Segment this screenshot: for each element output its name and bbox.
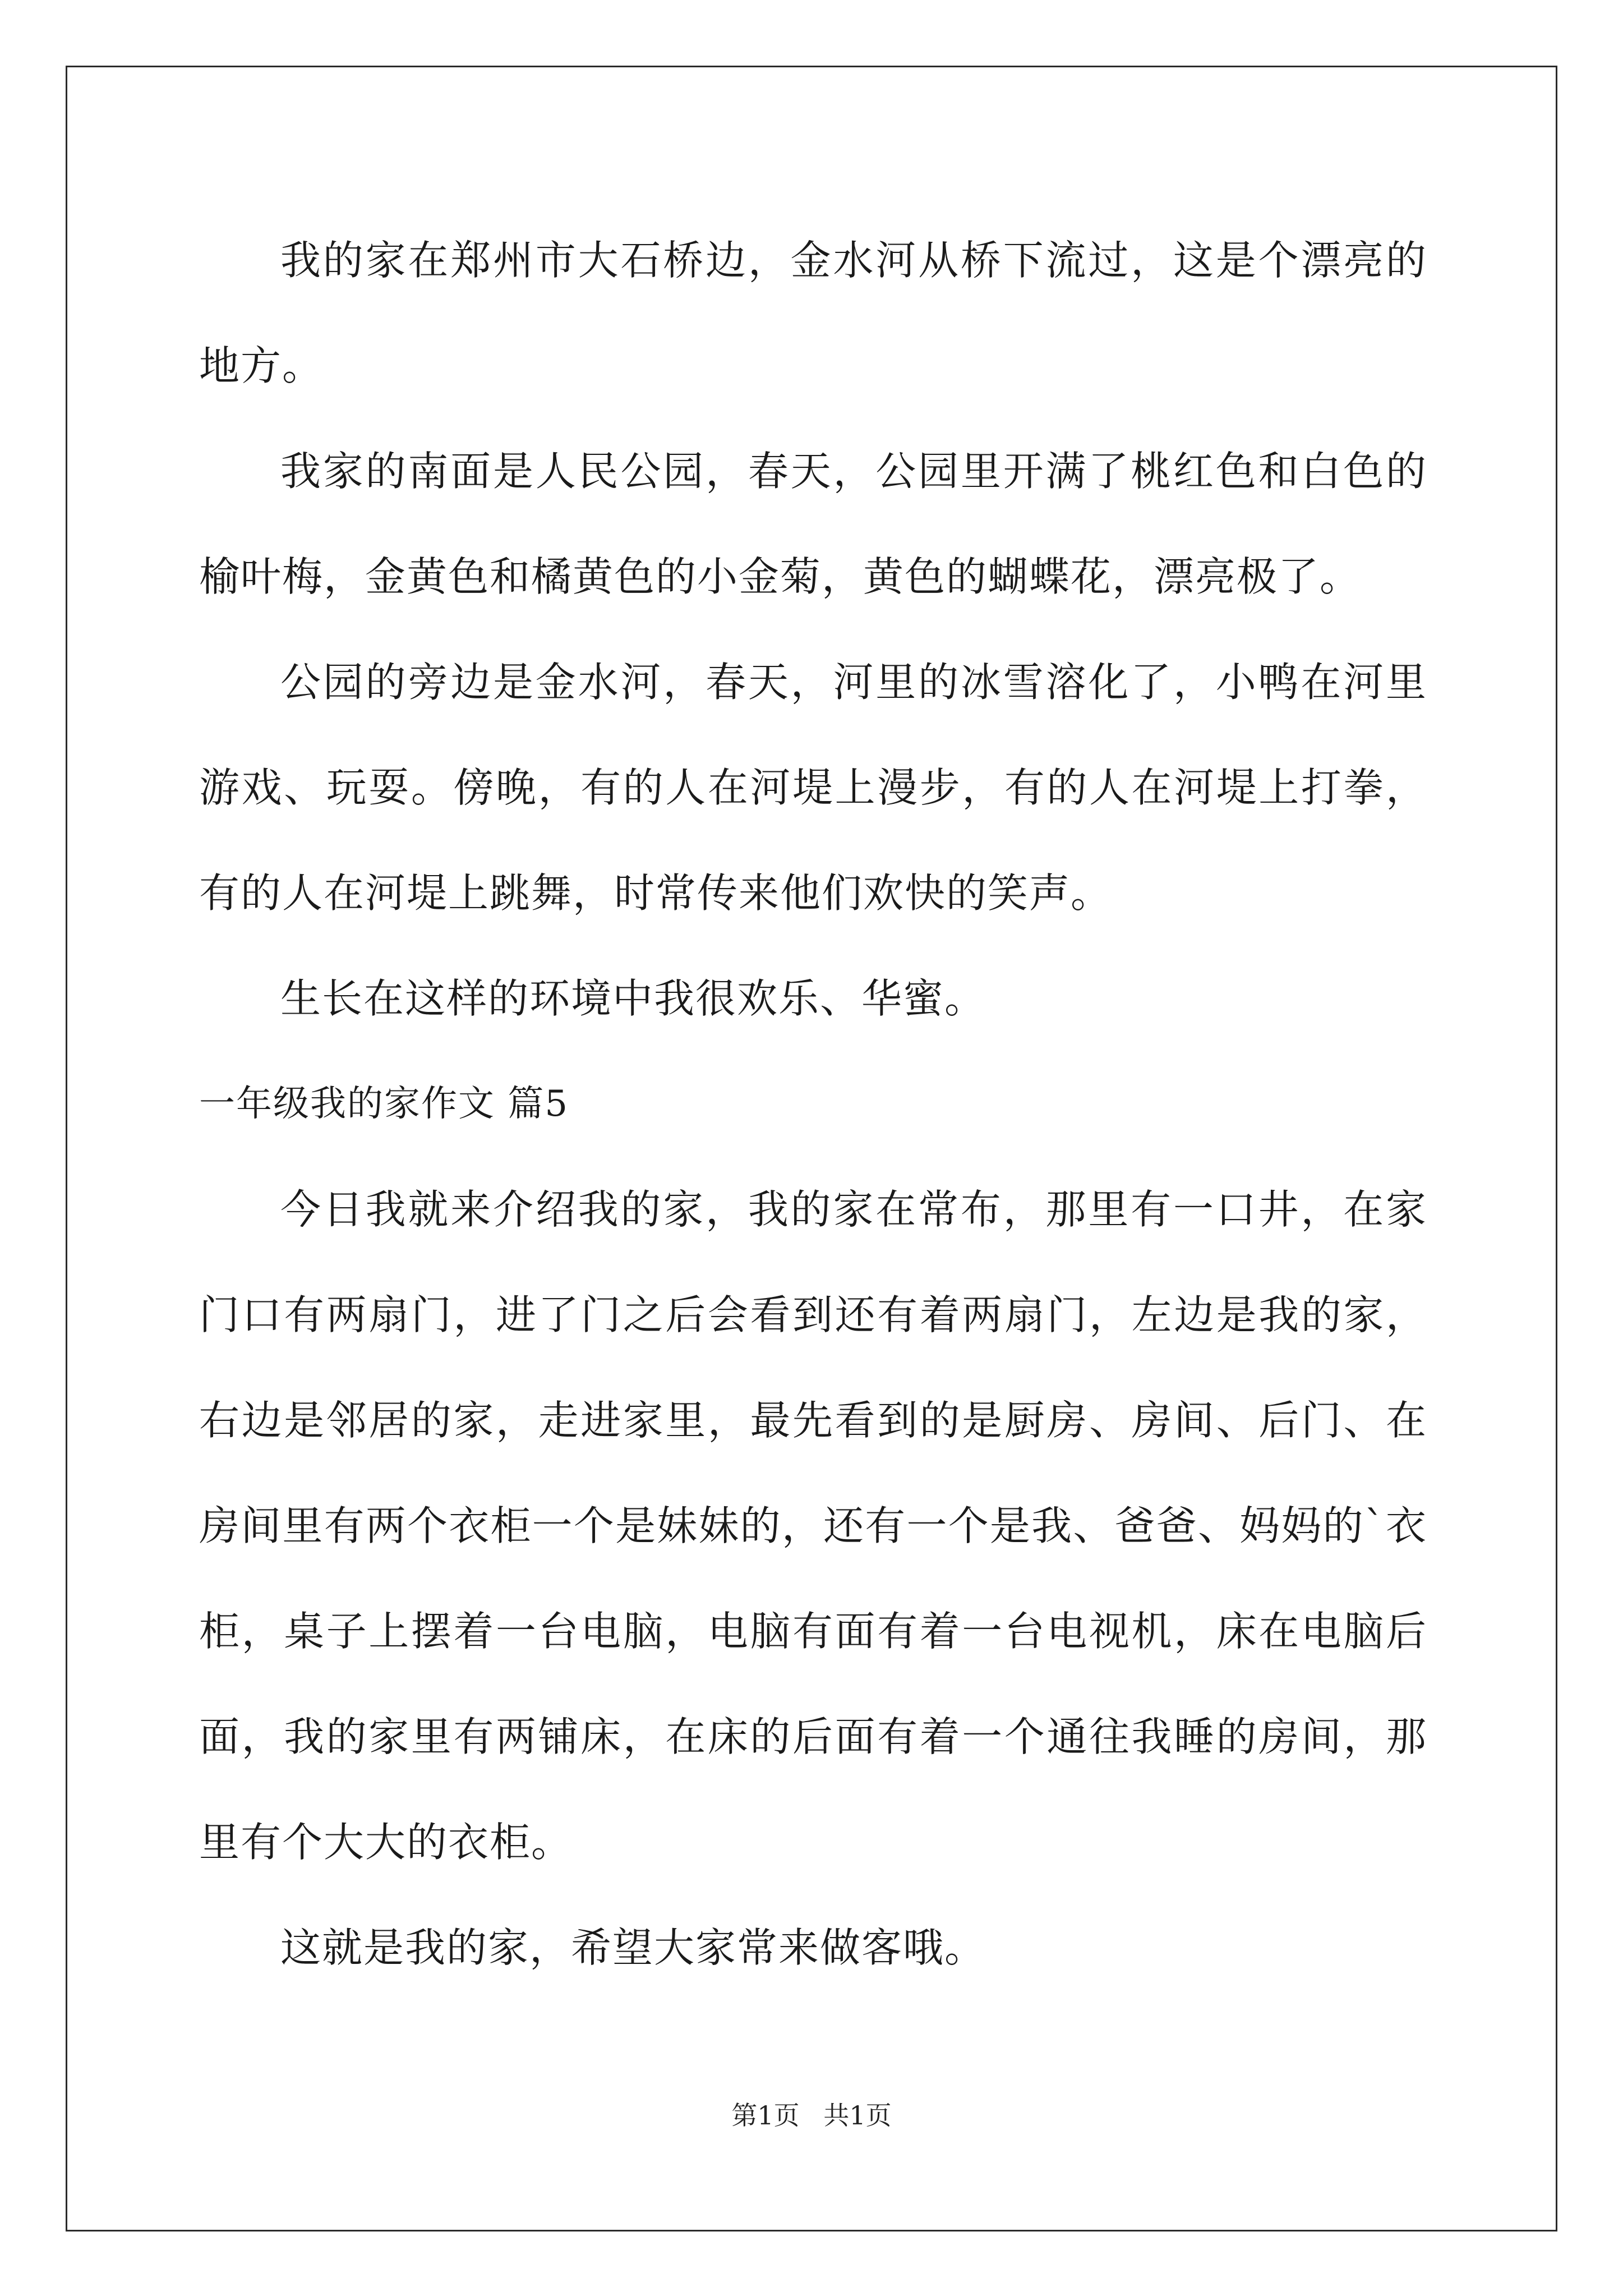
page-footer [0, 2095, 1623, 2132]
paragraph-5: 今日我就来介绍我的家，我的家在常布，那里有一口井，在家门口有两扇门，进了门之后会看到还有着两扇门，左边是我的家，右边是邻居的家，走进家里，最先看到的是厨房、房间、后门、在房间里有两个衣柜一个是妹妹的，还有一个是我、爸爸、妈妈的`衣柜，桌子上摆着一台电脑，电脑有面有着一台电视机，床在电脑后面，我的家里有两铺床，在床的后面有着一个通往我睡的房间，那里有个大大的衣柜。 [199, 1186, 1427, 1866]
document-body [199, 208, 1427, 2000]
paragraph-2: 我家的南面是人民公园，春天，公园里开满了桃红色和白色的榆叶梅，金黄色和橘黄色的小金菊，黄色的蝴蝶花，漂亮极了。 [199, 448, 1427, 600]
paragraph-1: 我的家在郑州市大石桥边，金水河从桥下流过，这是个漂亮的地方。 [199, 237, 1427, 389]
paragraph-3: 公园的旁边是金水河，春天，河里的冰雪溶化了，小鸭在河里游戏、玩耍。傍晚，有的人在河堤上漫步，有的人在河堤上打拳，有的人在河堤上跳舞，时常传来他们欢快的笑声。 [199, 659, 1427, 917]
section-heading: 一年级我的家作文 篇5 [199, 1083, 569, 1125]
page-number-total: 共1页 [823, 2100, 892, 2131]
page-number-current: 第1页 [731, 2100, 800, 2131]
paragraph-4: 生长在这样的环境中我很欢乐、华蜜。 [280, 975, 986, 1022]
paragraph-6: 这就是我的家，希望大家常来做客哦。 [280, 1924, 986, 1971]
